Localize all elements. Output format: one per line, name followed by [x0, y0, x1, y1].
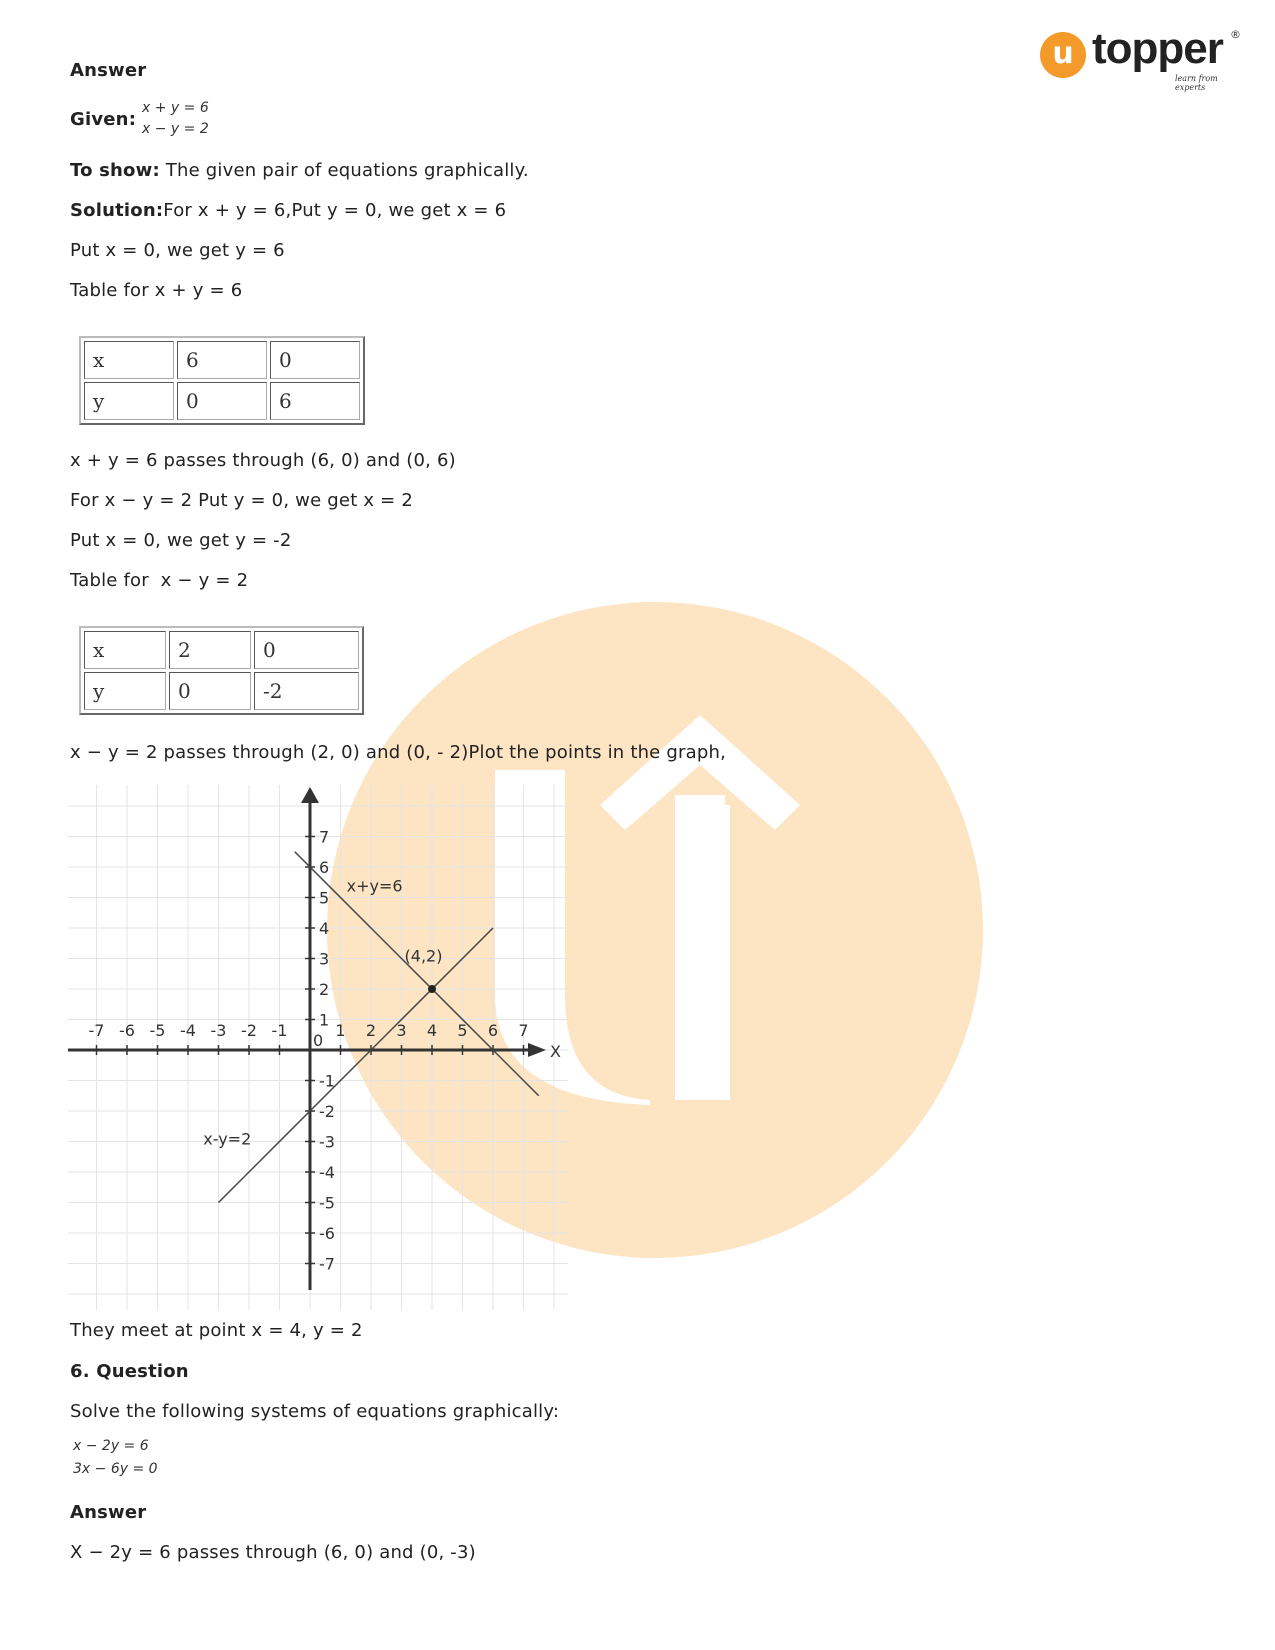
x-tick-label: 3 [396, 1021, 407, 1040]
x-tick-label: -2 [241, 1021, 257, 1040]
values-table-2 [79, 626, 364, 715]
logo-mark-icon: u [1040, 32, 1086, 78]
table-row [84, 382, 360, 420]
table-cell: x [84, 631, 166, 669]
x-tick-label: -3 [210, 1021, 227, 1040]
text-line: Put x = 0, we get y = -2 [70, 530, 292, 551]
answer-heading-2: Answer [70, 1502, 147, 1523]
line-x-plus-y-6 [295, 852, 539, 1096]
given-label: Given: [70, 109, 137, 130]
question-equation-2: 3x − 6y = 0 [73, 1461, 158, 1477]
graph-axes [68, 787, 546, 1290]
table-cell: y [84, 382, 174, 420]
x-tick-label: -4 [180, 1021, 196, 1040]
line1-label: x+y=6 [346, 876, 403, 896]
x-axis-arrow [528, 1043, 546, 1057]
topper-logo[interactable] [1040, 24, 1241, 92]
solution-label: Solution: [70, 200, 164, 221]
logo-wordmark: topper [1092, 24, 1223, 73]
solution-text: For x + y = 6,Put y = 0, we get x = 6 [163, 200, 507, 221]
x-tick-label: 6 [487, 1021, 499, 1040]
y-tick-label: 7 [319, 827, 330, 847]
y-tick-label: 1 [319, 1010, 330, 1030]
x-tick-label: 1 [335, 1021, 346, 1040]
question-equation-1: x − 2y = 6 [73, 1438, 149, 1454]
equations-graph [68, 785, 568, 1310]
y-tick-label: 4 [319, 919, 330, 938]
x-tick-label: 5 [457, 1021, 468, 1040]
table-row [84, 631, 359, 669]
question-prompt: Solve the following systems of equations graphically: [70, 1401, 560, 1422]
solution-line [70, 200, 506, 221]
x-tick-label: -7 [88, 1021, 105, 1040]
to-show-line [70, 160, 529, 181]
table-cell: 2 [169, 631, 251, 669]
y-tick-label: -1 [319, 1071, 335, 1091]
y-tick-label: 6 [319, 858, 330, 877]
y-tick-label: -2 [319, 1102, 335, 1121]
given-equation-2: x − y = 2 [142, 121, 209, 137]
text-line: Put x = 0, we get y = 6 [70, 240, 285, 261]
text-line: Table for x + y = 6 [70, 280, 243, 301]
y-tick-label: -4 [319, 1163, 335, 1182]
y-tick-label: -3 [319, 1132, 335, 1152]
text-line: x + y = 6 passes through (6, 0) and (0, 6) [70, 450, 456, 471]
y-tick-label: -5 [319, 1193, 335, 1213]
table-row [84, 341, 360, 379]
line2-label: x-y=2 [203, 1129, 252, 1149]
values-table-1 [79, 336, 365, 425]
y-axis-arrow [301, 787, 319, 803]
text-line: They meet at point x = 4, y = 2 [70, 1320, 363, 1341]
y-tick-label: -6 [319, 1224, 335, 1243]
table-row [84, 672, 359, 710]
logo-tagline: learn from experts [1175, 74, 1218, 92]
y-tick-label: 3 [319, 949, 330, 969]
table-cell: 0 [169, 672, 251, 710]
x-tick-label: 2 [365, 1021, 377, 1040]
text-line: x − y = 2 passes through (2, 0) and (0, - 2)Plot the points in the graph, [70, 742, 726, 763]
x-tick-label: 7 [518, 1021, 529, 1040]
x-tick-label: -5 [149, 1021, 166, 1040]
text-line: Table for x − y = 2 [70, 570, 249, 591]
registered-mark: ® [1230, 28, 1241, 41]
graph-labels [203, 876, 561, 1148]
to-show-text: The given pair of equations graphically. [159, 160, 529, 181]
table-cell: 0 [270, 341, 360, 379]
intersection-label: (4,2) [404, 946, 443, 966]
x-tick-label: -6 [119, 1021, 135, 1040]
to-show-label: To show: [70, 160, 160, 181]
table-cell: x [84, 341, 174, 379]
table-cell: 6 [177, 341, 267, 379]
table-cell: 6 [270, 382, 360, 420]
table-cell: 0 [177, 382, 267, 420]
answer-heading: Answer [70, 60, 147, 81]
y-tick-label: 5 [319, 888, 330, 908]
x-tick-label: 4 [426, 1021, 438, 1040]
x-tick-label: -1 [271, 1021, 288, 1040]
intersection-point [428, 985, 436, 993]
table-cell: 0 [254, 631, 359, 669]
table-cell: -2 [254, 672, 359, 710]
y-tick-label: 2 [319, 980, 330, 999]
text-line: For x − y = 2 Put y = 0, we get x = 2 [70, 490, 414, 511]
x-axis-label: X [550, 1042, 561, 1061]
table-cell: y [84, 672, 166, 710]
line-x-minus-y-2 [219, 928, 494, 1203]
given-equation-1: x + y = 6 [142, 100, 209, 116]
answer-text: X − 2y = 6 passes through (6, 0) and (0, -3) [70, 1542, 476, 1563]
y-tick-label: -7 [319, 1254, 335, 1274]
question-heading: 6. Question [70, 1361, 189, 1382]
origin-label: 0 [313, 1031, 324, 1050]
